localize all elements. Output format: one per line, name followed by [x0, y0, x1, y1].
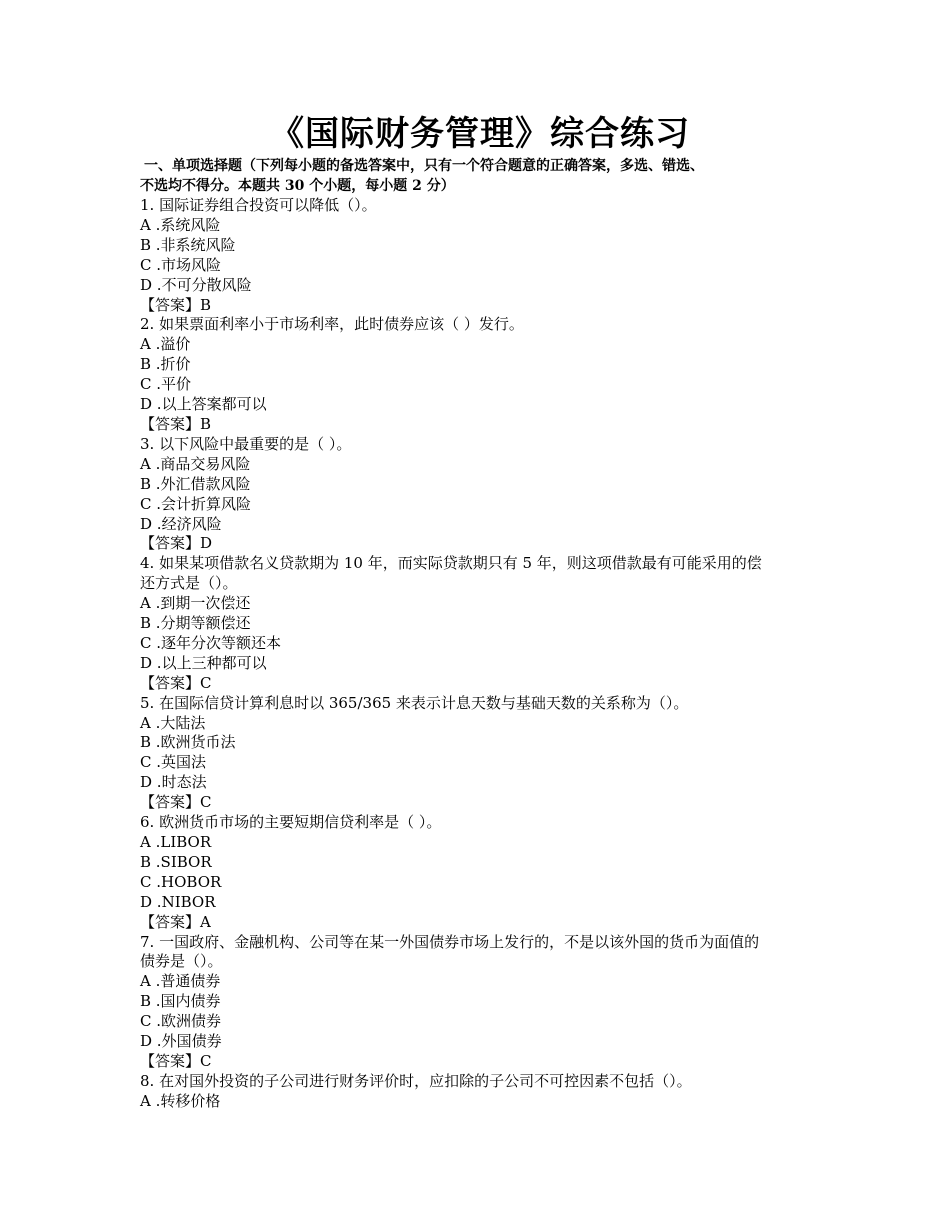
answer-key: 【答案】C — [140, 793, 212, 812]
answer-option: A .商品交易风险 — [140, 454, 251, 473]
answer-option: C .英国法 — [140, 753, 207, 772]
instructions-line-1: 一、单项选择题（下列每小题的备选答案中，只有一个符合题意的正确答案，多选、错选、 — [144, 158, 704, 174]
question-item — [140, 813, 820, 932]
answer-option: B .分期等额偿还 — [140, 614, 251, 633]
answer-option: D .时态法 — [140, 773, 207, 792]
answer-option: A .到期一次偿还 — [140, 594, 251, 613]
answer-option: C .欧洲债券 — [140, 1012, 222, 1031]
answer-option: C .逐年分次等额还本 — [140, 633, 282, 652]
question-item — [140, 315, 820, 434]
answer-option: A .溢价 — [140, 335, 191, 354]
question-text: 6. 欧洲货币市场的主要短期信贷利率是（ ）。 — [140, 813, 442, 832]
question-text: 8. 在对国外投资的子公司进行财务评价时，应扣除的子公司不可控因素不包括（）。 — [140, 1071, 692, 1090]
answer-option: A .LIBOR — [140, 833, 212, 851]
question-text: 1. 国际证券组合投资可以降低（）。 — [140, 196, 377, 214]
answer-option: B .国内债券 — [140, 992, 221, 1011]
answer-option: D .不可分散风险 — [140, 275, 252, 294]
answer-key: 【答案】C — [140, 673, 212, 692]
question-item — [140, 1072, 820, 1112]
question-text: 2. 如果票面利率小于市场利率，此时债券应该（ ）发行。 — [140, 315, 524, 334]
answer-key: 【答案】C — [140, 1051, 212, 1070]
answer-option: D .以上三种都可以 — [140, 653, 267, 672]
question-item — [140, 694, 820, 813]
question-list — [140, 196, 820, 1112]
question-item — [140, 933, 820, 1072]
answer-key: 【答案】B — [140, 295, 212, 314]
question-text-continued: 债券是（）。 — [140, 952, 223, 971]
question-item — [140, 196, 820, 315]
answer-option: A .大陆法 — [140, 713, 206, 732]
answer-option: B .折价 — [140, 355, 191, 374]
document-title: 《国际财务管理》综合练习 — [270, 114, 690, 154]
answer-option: A .转移价格 — [140, 1091, 221, 1110]
answer-option: B .欧洲货币法 — [140, 733, 236, 752]
question-text: 3. 以下风险中最重要的是（ ）。 — [140, 434, 352, 453]
answer-option: D .经济风险 — [140, 514, 222, 533]
answer-option: C .市场风险 — [140, 255, 222, 274]
answer-option: D .外国债券 — [140, 1032, 222, 1051]
answer-option: B .SIBOR — [140, 852, 212, 871]
answer-option: D .以上答案都可以 — [140, 395, 267, 414]
document-page — [140, 112, 820, 1112]
answer-key: 【答案】D — [140, 534, 213, 553]
question-text-continued: 还方式是（）。 — [140, 574, 238, 593]
section-instructions — [140, 156, 820, 196]
answer-option: A .系统风险 — [140, 215, 221, 234]
answer-option: B .外汇借款风险 — [140, 474, 251, 493]
answer-option: D .NIBOR — [140, 892, 216, 911]
answer-key: 【答案】B — [140, 414, 212, 433]
instructions-line-2: 不选均不得分。本题共 30 个小题，每小题 2 分） — [140, 178, 455, 194]
question-text: 5. 在国际信贷计算利息时以 365/365 来表示计息天数与基础天数的关系称为（）。 — [140, 693, 689, 712]
answer-option: C .平价 — [140, 375, 192, 394]
answer-option: C .HOBOR — [140, 872, 222, 891]
question-item — [140, 554, 820, 693]
answer-option: B .非系统风险 — [140, 235, 236, 254]
answer-key: 【答案】A — [140, 912, 211, 931]
question-text: 7. 一国政府、金融机构、公司等在某一外国债券市场上发行的，不是以该外国的货币为面值的 — [140, 932, 760, 951]
answer-option: A .普通债券 — [140, 972, 221, 991]
question-text: 4. 如果某项借款名义贷款期为 10 年，而实际贷款期只有 5 年，则这项借款最有可能采用的偿 — [140, 554, 762, 573]
question-item — [140, 435, 820, 554]
answer-option: C .会计折算风险 — [140, 494, 252, 513]
